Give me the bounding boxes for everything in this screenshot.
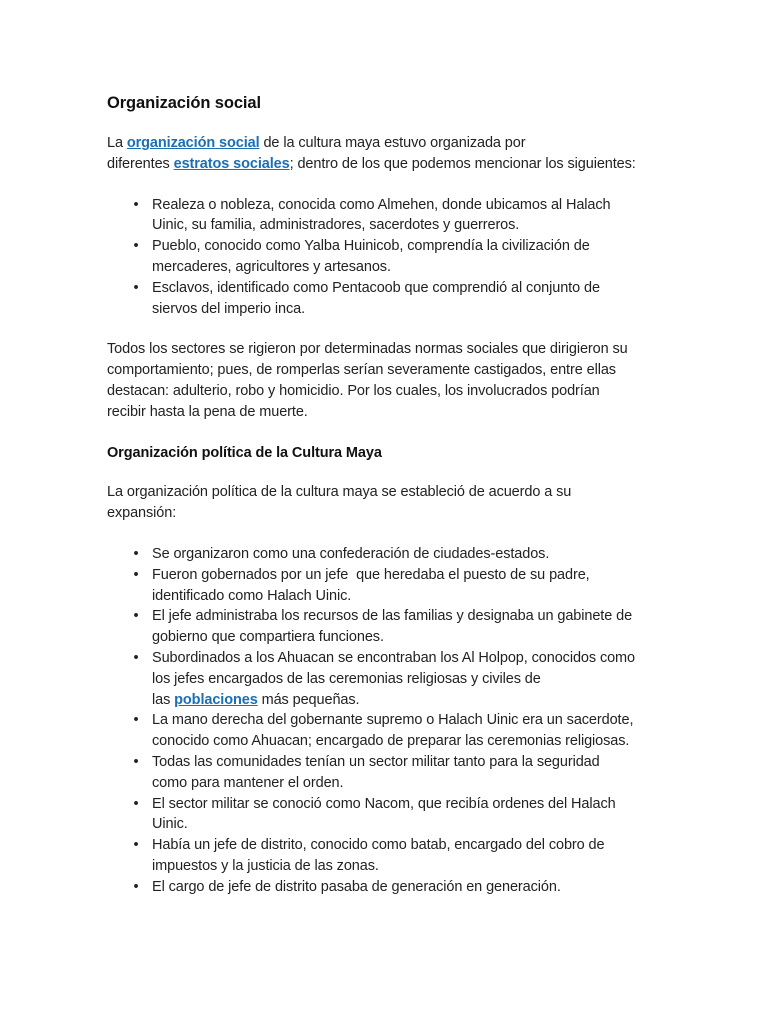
politica-list (107, 544, 707, 898)
intro-text-2: de la cultura maya estuvo organizada por (259, 135, 526, 151)
list-item-line: mercaderes, agricultores y artesanos. (152, 258, 391, 275)
list-item (133, 544, 707, 565)
list-item-line: Uinic. (152, 816, 188, 833)
politica-intro-paragraph (107, 482, 707, 524)
sectores-paragraph (107, 339, 707, 422)
bullet-icon: • (133, 608, 139, 625)
list-item-line: siervos del imperio inca. (152, 300, 306, 317)
list-item (133, 606, 707, 648)
list-item (133, 565, 707, 607)
bullet-icon: • (133, 238, 139, 255)
list-item-text: más pequeñas. (257, 691, 360, 708)
list-item-line: Esclavos, identificado como Pentacoob que comprendió al conjunto de (152, 279, 600, 296)
bullet-icon: • (133, 753, 139, 770)
list-item-line: Uinic, su familia, administradores, sacerdotes y guerreros. (152, 217, 520, 234)
bullet-icon: • (133, 279, 139, 296)
list-item (133, 835, 707, 877)
bullet-icon: • (133, 878, 139, 895)
social-classes-list (107, 195, 707, 320)
list-item (133, 752, 707, 794)
link-estratos-sociales[interactable]: estratos sociales (173, 155, 290, 172)
list-item (133, 794, 707, 836)
bullet-icon: • (133, 712, 139, 729)
list-item (133, 877, 707, 898)
list-item-line: Se organizaron como una confederación de ciudades-estados. (152, 545, 550, 562)
link-organizacion-social[interactable]: organización social (126, 135, 260, 151)
bullet-icon: • (133, 795, 139, 812)
paragraph-line: La organización política de la cultura maya se estableció de acuerdo a su (107, 484, 572, 501)
document-page (107, 92, 707, 898)
list-item-line: los jefes encargados de las ceremonias religiosas y civiles de (152, 670, 541, 687)
list-item-line: La mano derecha del gobernante supremo o Halach Uinic era un sacerdote, (152, 712, 634, 729)
list-item (133, 195, 707, 237)
list-item-line: El jefe administraba los recursos de las familias y designaba un gabinete de (152, 608, 633, 625)
list-item (133, 278, 707, 320)
list-item (133, 648, 707, 710)
paragraph-line: Todos los sectores se rigieron por determinadas normas sociales que dirigieron su (107, 341, 628, 358)
heading-organizacion-social: Organización social (107, 94, 261, 112)
intro-text-3: diferentes (107, 155, 174, 172)
list-item-line: Había un jefe de distrito, conocido como batab, encargado del cobro de (152, 837, 605, 854)
bullet-icon: • (133, 566, 139, 583)
list-item-line: como para mantener el orden. (152, 774, 344, 791)
intro-text-4: ; dentro de los que podemos mencionar los siguientes: (289, 155, 636, 172)
list-item-line: El sector militar se conoció como Nacom, que recibía ordenes del Halach (152, 795, 616, 812)
list-item-line: El cargo de jefe de distrito pasaba de generación en generación. (152, 878, 561, 895)
list-item-line: Todas las comunidades tenían un sector militar tanto para la seguridad (152, 753, 600, 770)
list-item (133, 236, 707, 278)
intro-text-1: La (107, 135, 127, 151)
intro-paragraph (107, 133, 707, 175)
list-item-text: las (152, 691, 175, 708)
list-item (133, 710, 707, 752)
bullet-icon: • (133, 196, 139, 213)
paragraph-line: destacan: adulterio, robo y homicidio. Por los cuales, los involucrados podrían (107, 382, 600, 399)
list-item-line: Subordinados a los Ahuacan se encontraban los Al Holpop, conocidos como (152, 649, 636, 666)
list-item-line: impuestos y la justicia de las zonas. (152, 857, 379, 874)
bullet-icon: • (133, 545, 139, 562)
list-item-line: identificado como Halach Uinic. (152, 587, 352, 604)
list-item-line: conocido como Ahuacan; encargado de preparar las ceremonias religiosas. (152, 733, 630, 750)
list-item-line: Realeza o nobleza, conocida como Almehen, donde ubicamos al Halach (152, 196, 611, 213)
paragraph-line: expansión: (107, 505, 177, 522)
paragraph-line: recibir hasta la pena de muerte. (107, 403, 308, 420)
paragraph-line: comportamiento; pues, de romperlas serían severamente castigados, entre ellas (107, 362, 616, 379)
bullet-icon: • (133, 649, 139, 666)
list-item-line: Fueron gobernados por un jefe que heredaba el puesto de su padre, (152, 566, 590, 583)
list-item-line: Pueblo, conocido como Yalba Huinicob, comprendía la civilización de (152, 238, 590, 255)
heading-organizacion-politica: Organización política de la Cultura Maya (107, 444, 382, 461)
list-item-line: gobierno que compartiera funciones. (152, 629, 384, 646)
link-poblaciones[interactable]: poblaciones (174, 691, 258, 708)
bullet-icon: • (133, 837, 139, 854)
